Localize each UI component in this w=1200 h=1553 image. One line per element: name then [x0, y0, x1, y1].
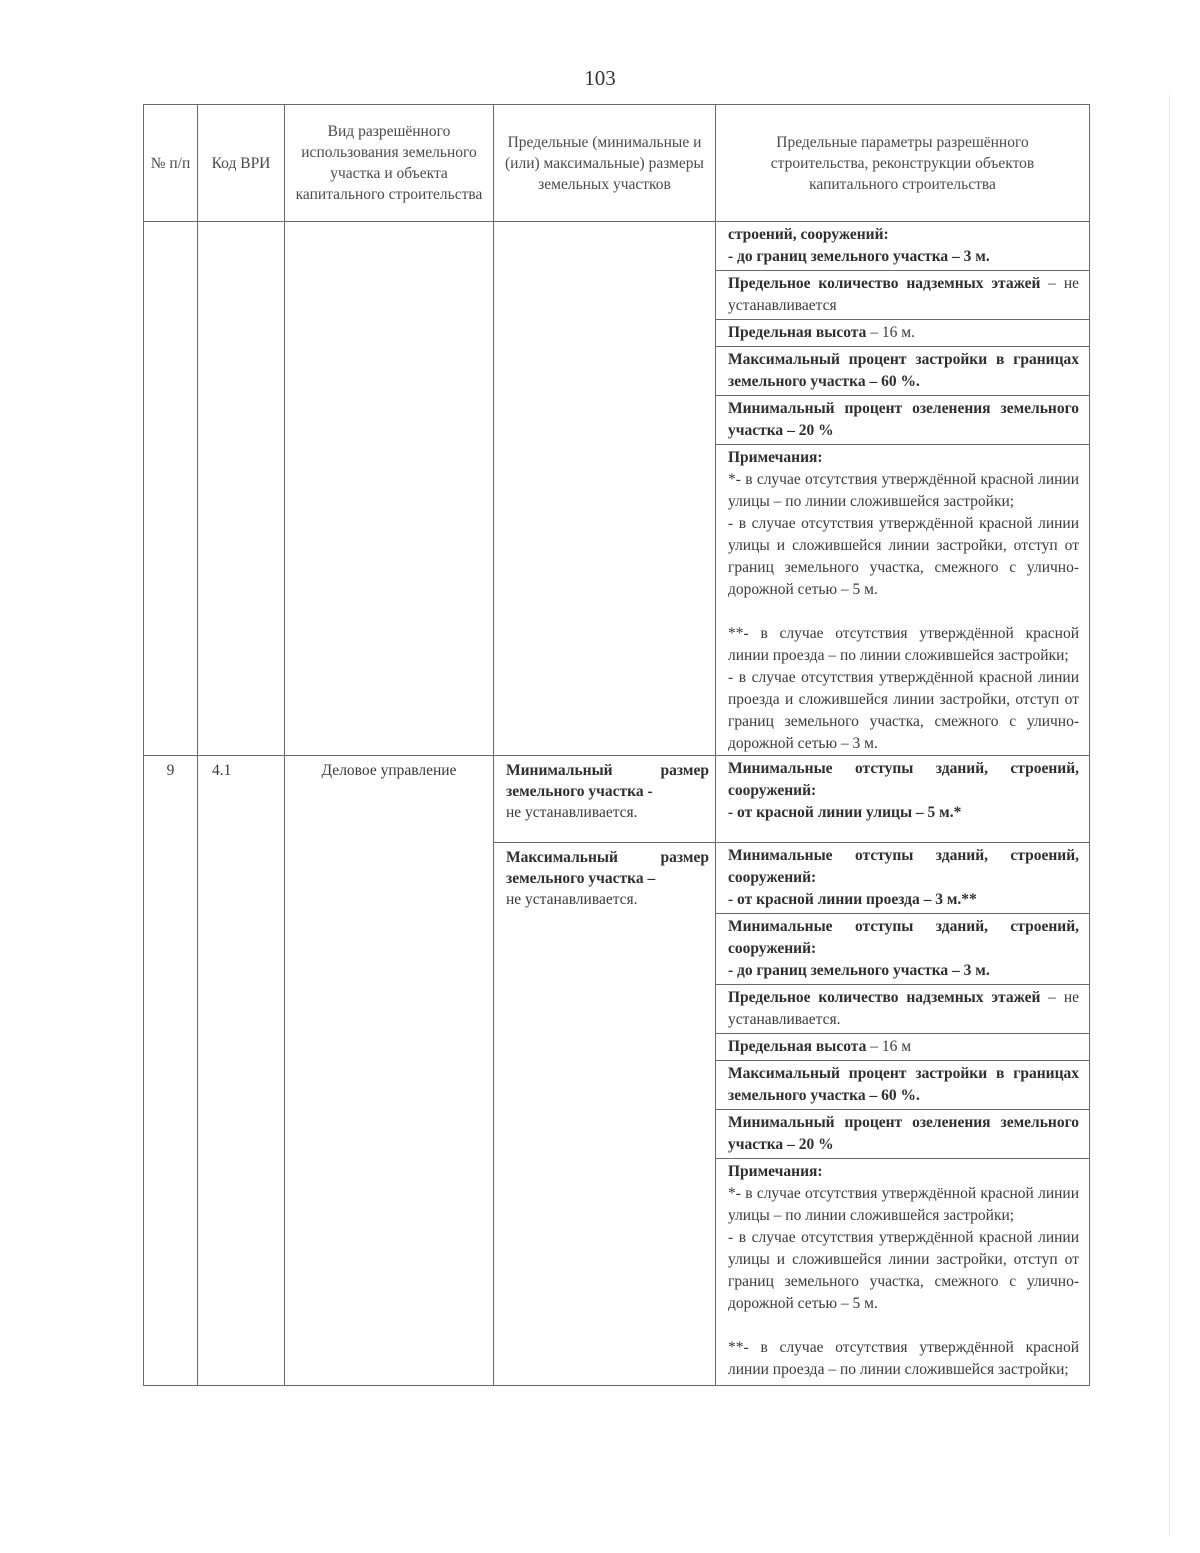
max-size-value: не устанавливается.: [506, 891, 638, 908]
header-sizes: Предельные (минимальные и (или) максимальные) размеры земельных участков: [494, 105, 716, 222]
cont-params-cell: [716, 222, 1090, 756]
note-gap: [728, 1315, 1079, 1337]
note-gap: [728, 601, 1079, 623]
cont-num-cell: [144, 222, 198, 756]
note-text: - в случае отсутствия утверждённой красной линии улицы и сложившейся линии застройки, отступ от границ земельного участка, смежного с улично-дорожной сетью – 5 м.: [728, 515, 1079, 598]
row9-num: 9: [144, 756, 198, 1386]
notes-block: [716, 445, 1089, 755]
notes-title: Примечания:: [728, 1163, 823, 1180]
max-size-label: Максимальный размер земельного участка –: [506, 849, 709, 887]
param-label: Минимальные отступы зданий, строений, сооружений:: [728, 847, 1079, 886]
param-label: Максимальный процент застройки в границах земельного участка: [728, 1065, 1079, 1104]
param-setbacks-boundary: [716, 222, 1089, 271]
param-label: Минимальный процент озеленения земельного участка: [728, 400, 1079, 439]
param-value: - до границ земельного участка – 3 м.: [728, 248, 990, 265]
param-value: – не устанавливается.: [728, 989, 1079, 1028]
header-code: Код ВРИ: [198, 105, 285, 222]
param-value: - от красной линии улицы – 5 м.*: [728, 804, 962, 821]
page-number: 103: [584, 66, 616, 90]
row9-sizes-cell: [494, 756, 716, 1386]
cont-sizes-cell: [494, 222, 716, 756]
table-header-row: [144, 105, 1090, 222]
param-label: Предельная высота: [728, 324, 867, 341]
notes-title: Примечания:: [728, 449, 823, 466]
cont-use-cell: [285, 222, 494, 756]
param-label: Предельное количество надземных этажей: [728, 989, 1041, 1006]
param-label: Минимальные отступы зданий, строений, сооружений:: [728, 760, 1079, 799]
param-value: – 60 %.: [865, 373, 920, 390]
min-size-block: [494, 756, 715, 843]
param-setbacks-boundary: [716, 914, 1089, 985]
param-green-percent: [716, 396, 1089, 445]
param-value: – 20 %: [783, 1136, 834, 1153]
note-text: **- в случае отсутствия утверждённой красной линии проезда – по линии сложившейся застройки;: [728, 625, 1079, 664]
param-build-percent: [716, 347, 1089, 396]
param-height: [716, 320, 1089, 347]
row9-params-cell: [716, 756, 1090, 1386]
note-text: *- в случае отсутствия утверждённой красной линии улицы – по линии сложившейся застройки;: [728, 471, 1079, 510]
param-value: – не устанавливается: [728, 275, 1079, 314]
param-label: Максимальный процент застройки в границах земельного участка: [728, 351, 1079, 390]
param-value: – 60 %.: [865, 1087, 920, 1104]
cont-code-cell: [198, 222, 285, 756]
param-setbacks-street: [716, 756, 1089, 843]
min-size-value: не устанавливается.: [506, 804, 638, 821]
param-green-percent: [716, 1110, 1089, 1159]
param-floors: [716, 985, 1089, 1034]
param-label: строений, сооружений:: [728, 226, 889, 243]
note-text: *- в случае отсутствия утверждённой красной линии улицы – по линии сложившейся застройки;: [728, 1185, 1079, 1224]
param-value: – 16 м.: [866, 324, 915, 341]
param-value: - до границ земельного участка – 3 м.: [728, 962, 990, 979]
param-value: – 20 %: [783, 422, 834, 439]
param-label: Предельное количество надземных этажей: [728, 275, 1041, 292]
param-label: Минимальный процент озеленения земельного участка: [728, 1114, 1079, 1153]
param-label: Предельная высота: [728, 1038, 867, 1055]
param-value: - от красной линии проезда – 3 м.**: [728, 891, 977, 908]
param-setbacks-passage: [716, 843, 1089, 914]
note-text: - в случае отсутствия утверждённой красной линии улицы и сложившейся линии застройки, отступ от границ земельного участка, смежного с улично-дорожной сетью – 5 м.: [728, 1229, 1079, 1312]
note-text: **- в случае отсутствия утверждённой красной линии проезда – по линии сложившейся застройки;: [728, 1339, 1079, 1378]
table-row-9: [144, 756, 1090, 1386]
param-value: – 16 м: [866, 1038, 912, 1055]
max-size-block: [494, 843, 715, 912]
param-build-percent: [716, 1061, 1089, 1110]
table-row-continuation: [144, 222, 1090, 756]
param-label: Минимальные отступы зданий, строений, сооружений:: [728, 918, 1079, 957]
header-use: Вид разрешённого использования земельного участка и объекта капитального строительства: [285, 105, 494, 222]
row9-use: Деловое управление: [285, 756, 494, 1386]
header-params: Предельные параметры разрешённого строительства, реконструкции объектов капитального строительства: [716, 105, 1090, 222]
row9-code: 4.1: [198, 756, 285, 1386]
notes-block: [716, 1159, 1089, 1385]
regulation-table: [143, 104, 1090, 1386]
header-num: № п/п: [144, 105, 198, 222]
scan-edge-line: [1169, 95, 1170, 1535]
param-floors: [716, 271, 1089, 320]
param-height: [716, 1034, 1089, 1061]
min-size-label: Минимальный размер земельного участка -: [506, 762, 709, 800]
note-text: - в случае отсутствия утверждённой красной линии проезда и сложившейся линии застройки, отступ от границ земельного участка, смежного с улично-дорожной сетью – 3 м.: [728, 669, 1079, 752]
